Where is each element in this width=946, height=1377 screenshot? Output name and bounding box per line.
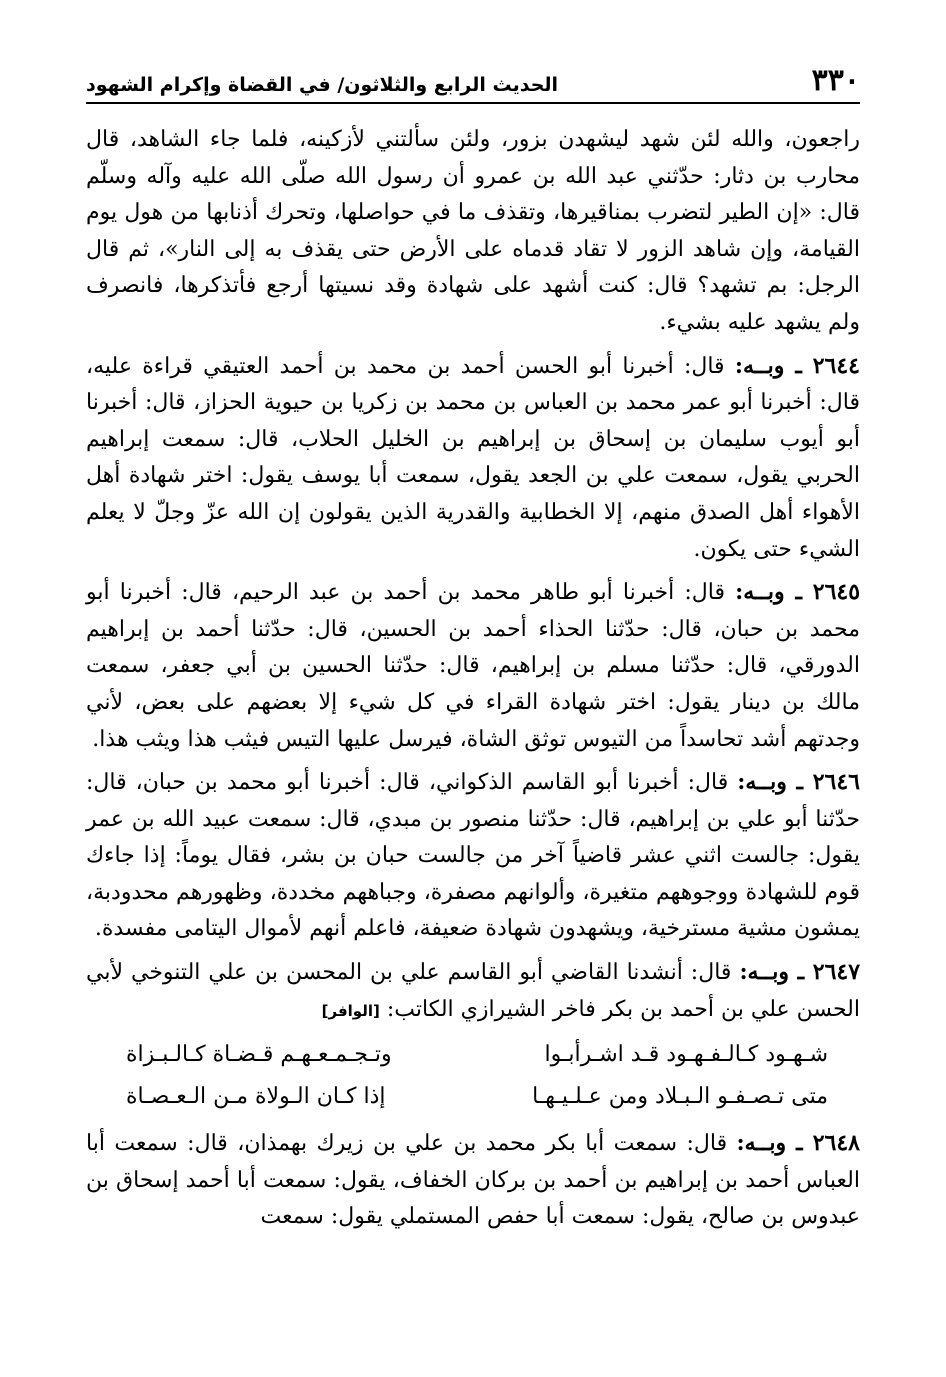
hadith-2645 <box>86 574 860 758</box>
hadith-number: ٢٦٤٥ ـ وبــه: <box>735 579 861 606</box>
poem-verse <box>86 1037 860 1073</box>
hadith-number: ٢٦٤٧ ـ وبــه: <box>739 959 861 986</box>
verse-second-hemistich: إذا كـان الـولاة مـن الـعـصـاة <box>126 1084 386 1110</box>
hadith-2646 <box>86 764 860 948</box>
verse-first-hemistich: شـهـود كـالـفـهـود قـد اشـرأبـوا <box>544 1042 828 1068</box>
page-body <box>86 122 860 1236</box>
hadith-number: ٢٦٤٨ ـ وبــه: <box>736 1130 860 1157</box>
hadith-2647 <box>86 954 860 1029</box>
paragraph-text: قال: أنشدنا القاضي أبو القاسم علي بن المحسن بن علي التنوخي لأبي الحسن علي بن أحمد بن بكر فاخر الشيرازي الكاتب: <box>86 960 860 1022</box>
hadith-2648 <box>86 1125 860 1236</box>
poem-verse <box>86 1079 860 1115</box>
hadith-number: ٢٦٤٤ ـ وبــه: <box>734 352 860 379</box>
page-header <box>86 62 860 104</box>
paragraph-text: قال: أخبرنا أبو الحسن أحمد بن محمد بن أحمد العتيقي قراءة عليه، قال: أخبرنا أبو عمر محمد بن العباس بن محمد بن زكريا بن حيوية الحزاز، قال: أخبرنا أبو أيوب سليمان بن إسحاق بن إبراهيم بن الخليل الحلاب، قال: سمعت إبراهيم الحربي يقول، سمعت علي بن الجعد يقول، سمعت أبا يوسف يقول: اختر شهادة أهل الأهواء أهل الصدق منهم، إلا الخطابية والقدرية الذين يقولون إن الله عزّ وجلّ لا يعلم الشيء حتى يكون. <box>86 353 860 562</box>
hadith-number: ٢٦٤٦ ـ وبــه: <box>737 769 860 796</box>
hadith-2644 <box>86 348 860 569</box>
paragraph-text: قال: أخبرنا أبو طاهر محمد بن أحمد بن عبد الرحيم، قال: أخبرنا أبو محمد بن حبان، قال: حدّثنا الحذاء أحمد بن الحسين، قال: حدّثنا أحمد بن إبراهيم الدورقي، قال: حدّثنا مسلم بن إبراهيم، قال: حدّثنا الحسين بن أبي جعفر، سمعت مالك بن دينار يقول: اختر شهادة القراء في كل شيء إلا بعضهم على بعض، لأني وجدتهم أشد تحاسداً من التيوس توثق الشاة، فيرسل عليها التيس فيثب هذا ويثب هذا. <box>86 580 860 752</box>
poetic-meter: [الوافر] <box>321 1001 380 1020</box>
verse-second-hemistich: وتـجـمـعـهـم قـضـاة كـالـبـزاة <box>126 1042 392 1068</box>
verse-first-hemistich: متى تـصـفـو الـبـلاد ومن عـلـيـهـا <box>532 1084 828 1110</box>
paragraph-text: قال: سمعت أبا بكر محمد بن علي بن زيرك بهمذان، قال: سمعت أبا العباس أحمد بن إبراهيم بن أحمد بن بركان الخفاف، يقول: سمعت أبا أحمد إسحاق بن عبدوس بن صالح، يقول: سمعت أبا حفص المستملي يقول: سمعت <box>86 1131 860 1230</box>
running-title: الحديث الرابع والثلاثون/ في القضاة وإكرام الشهود <box>86 74 559 96</box>
paragraph <box>86 122 860 342</box>
paragraph-text: قال: أخبرنا أبو القاسم الذكواني، قال: أخبرنا أبو محمد بن حبان، قال: حدّثنا أبو علي بن إبراهيم، قال: حدّثنا منصور بن مبدي، قال: سمعت عبيد الله بن عمر يقول: جالست اثني عشر قاضياً آخر من جالست حبان بن بشر، فقال يوماً: إذا جاءك قوم للشهادة ووجوههم متغيرة، وألوانهم مصفرة، وجباههم مخددة، وظهورهم محدودبة، يمشون مشية مسترخية، ويشهدون شهادة ضعيفة، فاعلم أنهم لأموال اليتامى مفسدة. <box>86 770 860 942</box>
poem <box>86 1037 860 1115</box>
paragraph-text: راجعون، والله لئن شهد ليشهدن بزور، ولئن سألتني لأزكينه، فلما جاء الشاهد، قال محارب بن دثار: حدّثني عبد الله بن عمرو أن رسول الله صلّى الله عليه وآله وسلّم قال: «إن الطير لتضرب بمناقيرها، وتقذف ما في حواصلها، وتحرك أذنابها من هول يوم القيامة، وإن شاهد الزور لا تقاد قدماه على الأرض حتى يقذف به إلى النار»، ثم قال الرجل: بم تشهد؟ قال: كنت أشهد على شهادة وقد نسيتها أرجع فأتذكرها، فانصرف ولم يشهد عليه بشيء. <box>86 127 860 335</box>
page-number: ٣٣٠ <box>811 63 860 98</box>
